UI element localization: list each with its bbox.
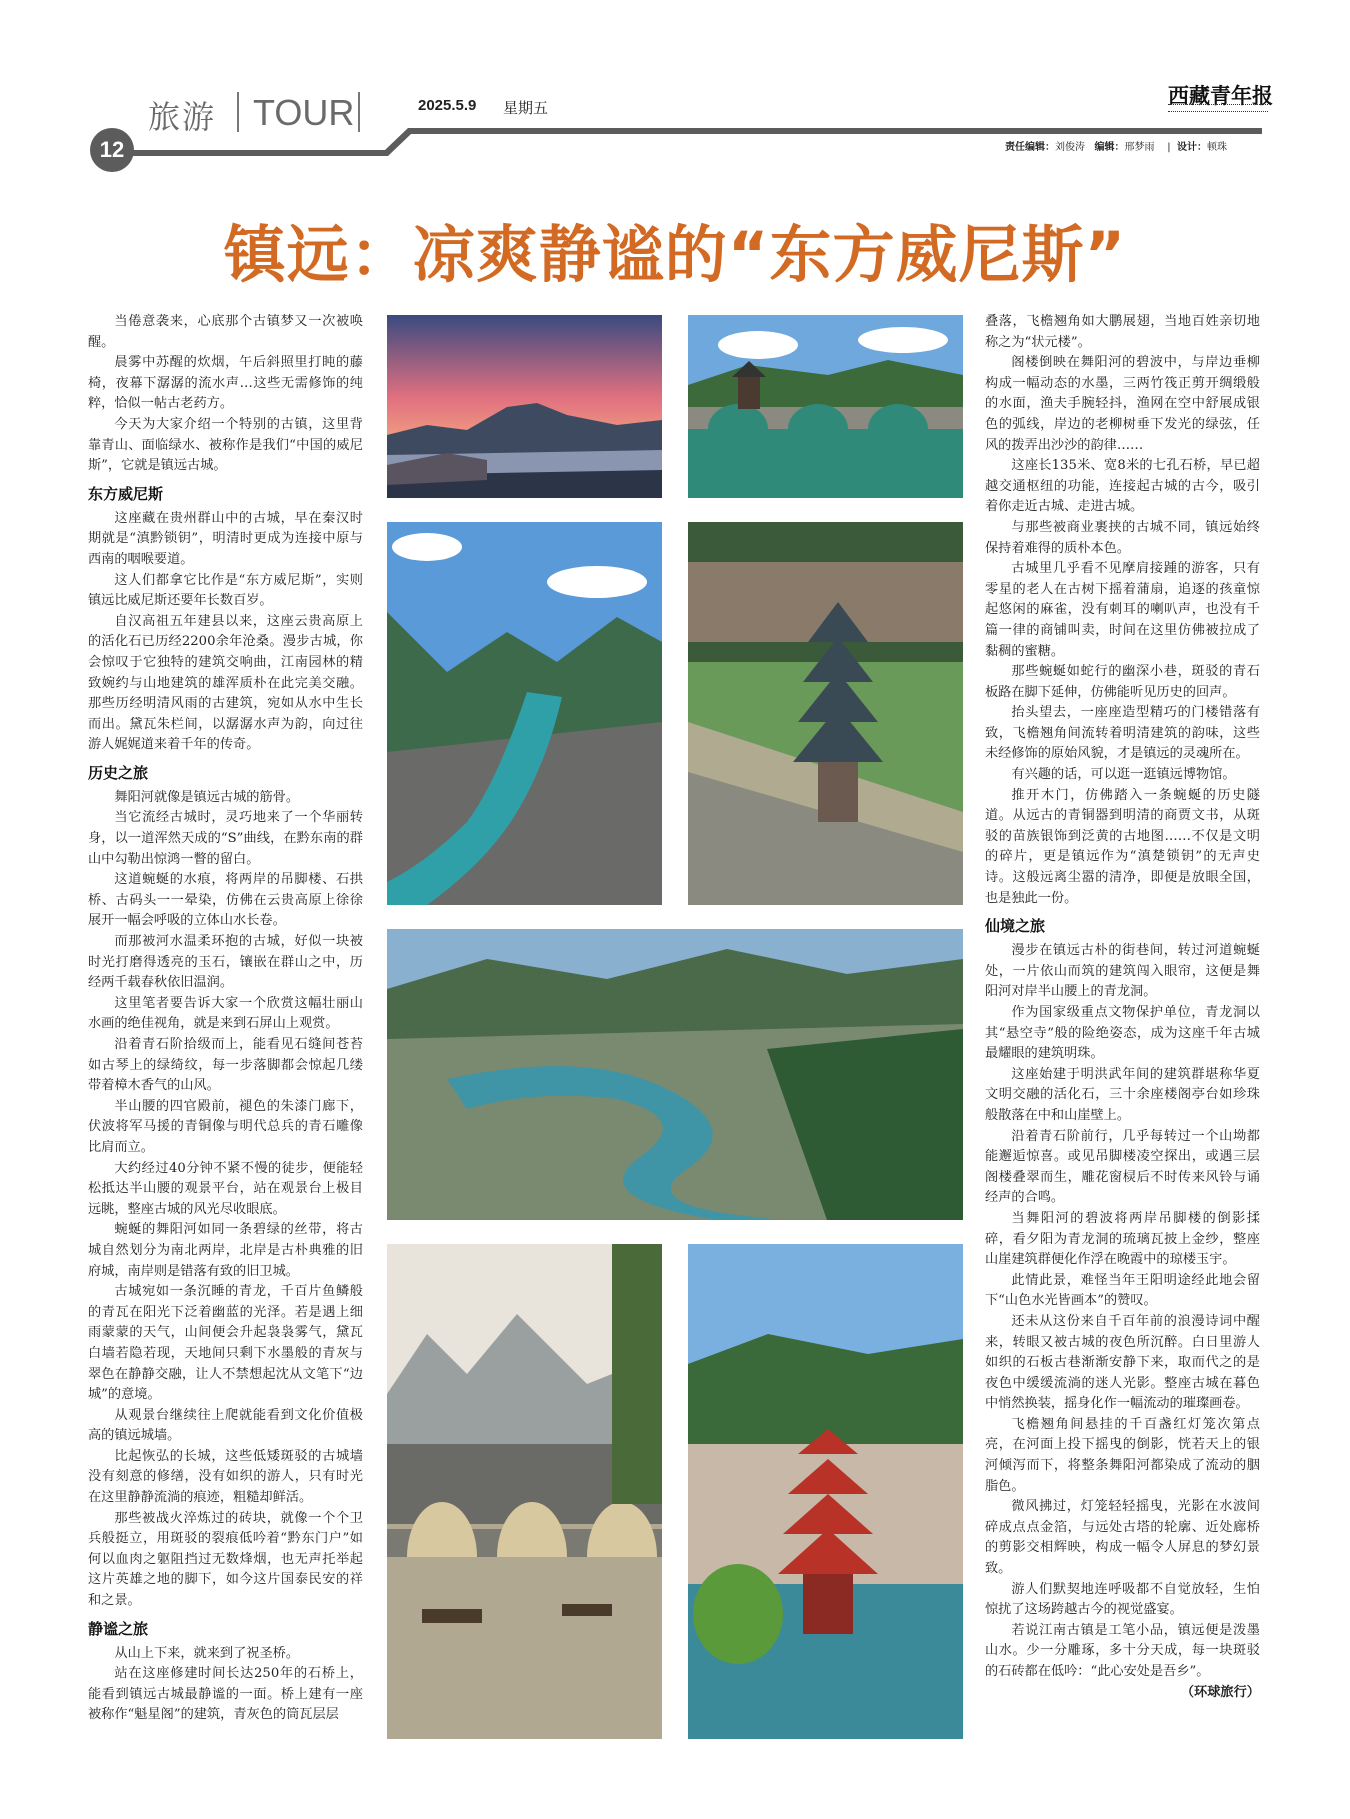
photo-bridge-tower — [688, 522, 963, 905]
paragraph: 微风拂过，灯笼轻轻摇曳，光影在水波间碎成点点金箔，与远处古塔的轮廓、近处廊桥的剪影交相辉映，构成一幅令人屏息的梦幻景致。 — [985, 1499, 1260, 1577]
newspaper-name: 西藏青年报 — [1168, 83, 1273, 108]
paragraph: 阁楼倒映在舞阳河的碧波中，与岸边垂柳构成一幅动态的水墨，三两竹筏正剪开绸缎般的水面，渔夫手腕轻抖，渔网在空中舒展成银色的弧线，岸边的老柳树垂下发光的绿弦，任风的拨弄出沙沙的韵律…… — [985, 355, 1260, 453]
issue-date: 2025.5.9 — [418, 97, 477, 114]
subheading: 仙境之旅 — [985, 917, 1046, 936]
paragraph: 沿着青石阶前行，几乎每转过一个山坳都能邂逅惊喜。或见吊脚楼凌空探出，或遇三层阁楼叠翠而生，雕花窗棂后不时传来风铃与诵经声的合鸣。 — [985, 1128, 1260, 1206]
credit-label: 设计： — [1177, 142, 1207, 153]
paragraph: 飞檐翘角间悬挂的千百盏红灯笼次第点亮，在河面上投下摇曳的倒影，恍若天上的银河倾泻而下，将整条舞阳河都染成了流动的胭脂色。 — [985, 1416, 1260, 1494]
paragraph: 与那些被商业裹挟的古城不同，镇远始终保持着难得的质朴本色。 — [985, 519, 1260, 556]
paragraph: 站在这座修建时间长达250年的石桥上，能看到镇远古城最静谧的一面。桥上建有一座被称作“魁星阁”的建筑，青灰色的筒瓦层层 — [88, 1666, 363, 1723]
paragraph: 这道蜿蜒的水痕，将两岸的吊脚楼、石拱桥、古码头一一晕染，仿佛在云贵高原上徐徐展开一幅会呼吸的立体山水长卷。 — [88, 872, 363, 929]
credit-value: 邢梦雨 — [1124, 142, 1155, 153]
section-title-en: TOUR — [253, 92, 355, 133]
paragraph: 还未从这份来自千百年前的浪漫诗词中醒来，转眼又被古城的夜色所沉醉。白日里游人如织的石板古巷渐渐安静下来，取而代之的是夜色中缓缓流淌的迷人光影。整座古城在暮色中悄然换装，摇身化作一幅流动的璀璨画卷。 — [985, 1313, 1260, 1412]
paragraph: 游人们默契地连呼吸都不自觉放轻，生怕惊扰了这场跨越古今的视觉盛宴。 — [985, 1581, 1260, 1618]
credit-label: 责任编辑： — [1005, 142, 1055, 153]
paragraph: 漫步在镇远古朴的街巷间，转过河道蜿蜒处，一片依山而筑的建筑闯入眼帘，这便是舞阳河对岸半山腰上的青龙洞。 — [985, 943, 1260, 1000]
photo-sunset-town — [387, 315, 662, 498]
photo-red-pagoda — [688, 1244, 963, 1739]
article-column-right — [985, 312, 1260, 1703]
section-title-cn: 旅游 — [148, 98, 217, 136]
credit-label: 编辑： — [1094, 142, 1125, 153]
paragraph: 那些被战火淬炼过的砖块，就像一个个卫兵般挺立，用斑驳的裂痕低吟着“黔东门户”如何以血肉之躯阻挡过无数烽烟，也无声托举起这片英雄之地的脚下，如今这片国泰民安的祥和之景。 — [88, 1510, 363, 1609]
subheading: 东方威尼斯 — [88, 484, 164, 503]
issue-weekday: 星期五 — [503, 99, 549, 117]
paragraph: 而那被河水温柔环抱的古城，好似一块被时光打磨得透亮的玉石，镶嵌在群山之中，历经两千载春秋依旧温润。 — [88, 934, 363, 991]
paragraph: 抬头望去，一座座造型精巧的门楼错落有致，飞檐翘角间流转着明清建筑的韵味，这些未经修饰的原始风貌，才是镇远的灵魂所在。 — [985, 705, 1260, 762]
paragraph: 这座长135米、宽8米的七孔石桥，早已超越交通枢纽的功能，连接起古城的古今，吸引着你走近古城、走进古城。 — [985, 458, 1260, 515]
credits-line: 责任编辑：刘俊涛 编辑：邢梦雨 | 设计：顿珠 — [1005, 142, 1227, 153]
paragraph: 推开木门，仿佛踏入一条蜿蜒的历史隧道。从远古的青铜器到明清的商贾文书，从斑驳的苗族银饰到泛黄的古地图……不仅是文明的碎片，更是镇远作为“滇楚锁钥”的无声史诗。这般远离尘嚣的清净，即便是放眼全国，也是独此一份。 — [985, 787, 1260, 906]
paragraph: 叠落，飞檐翘角如大鹏展翅，当地百姓亲切地称之为“状元楼”。 — [985, 314, 1260, 350]
credit-value: 刘俊涛 — [1055, 142, 1085, 153]
paragraph: 这座藏在贵州群山中的古城，早在秦汉时期就是“滇黔锁钥”，明清时更成为连接中原与西南的咽喉要道。 — [88, 510, 363, 567]
paragraph: 今天为大家介绍一个特别的古镇，这里背靠青山、面临绿水、被称作是我们“中国的威尼斯”，它就是镇远古城。 — [88, 416, 363, 474]
paragraph: 此情此景，难怪当年王阳明途经此地会留下“山色水光皆画本”的赞叹。 — [985, 1272, 1260, 1309]
paragraph: 这人们都拿它比作是“东方威尼斯”，实则镇远比威尼斯还要年长数百岁。 — [88, 572, 363, 609]
subheading: 静谧之旅 — [88, 1619, 149, 1638]
photo-town-panorama — [387, 929, 963, 1220]
paragraph: 舞阳河就像是镇远古城的筋骨。 — [114, 789, 300, 805]
paragraph: 半山腰的四官殿前，褪色的朱漆门廊下，伏波将军马援的青铜像与明代总兵的青石雕像比肩而立。 — [88, 1098, 363, 1155]
paragraph: 大约经过40分钟不紧不慢的徒步，便能轻松抵达半山腰的观景平台，站在观景台上极目远眺，整座古城的风光尽收眼底。 — [88, 1160, 363, 1217]
article-column-left — [88, 312, 363, 1726]
paragraph: 作为国家级重点文物保护单位，青龙洞以其“悬空寺”般的险绝姿态，成为这座千年古城最耀眼的建筑明珠。 — [985, 1005, 1260, 1062]
photo-river-gorge — [387, 522, 662, 905]
subheading: 历史之旅 — [88, 763, 149, 782]
article-source: （环球旅行） — [1180, 1684, 1260, 1700]
paragraph: 古城宛如一条沉睡的青龙，千百片鱼鳞般的青瓦在阳光下泛着幽蓝的光泽。若是遇上细雨蒙蒙的天气，山间便会升起袅袅雾气，黛瓦白墙若隐若现，天地间只剩下水墨般的青灰与翠色在静静交融，让人不禁想起沈从文笔下“边城”的意境。 — [88, 1284, 363, 1403]
photo-stone-bridge — [688, 315, 963, 498]
paragraph: 比起恢弘的长城，这些低矮斑驳的古城墙没有刻意的修缮，没有如织的游人，只有时光在这里静静流淌的痕迹，粗糙却鲜活。 — [88, 1448, 363, 1506]
paragraph: 自汉高祖五年建县以来，这座云贵高原上的活化石已历经2200余年沧桑。漫步古城，你会惊叹于它独特的建筑交响曲，江南园林的精致婉约与山地建筑的雄浑质朴在此完美交融。那些历经明清风雨的古建筑，宛如从水中生长而出。黛瓦朱栏间，以潺潺水声为韵，向过往游人娓娓道来着千年的传奇。 — [88, 613, 363, 753]
paragraph: 蜿蜒的舞阳河如同一条碧绿的丝带，将古城自然划分为南北两岸，北岸是古朴典雅的旧府城，南岸则是错落有致的旧卫城。 — [88, 1222, 363, 1279]
header-rule — [0, 0, 1350, 200]
paragraph: 这里笔者要告诉大家一个欣赏这幅壮丽山水画的绝佳视角，就是来到石屏山上观赏。 — [88, 995, 363, 1032]
page-number: 12 — [90, 128, 134, 172]
credit-value: 顿珠 — [1207, 142, 1227, 153]
headline: 镇远：凉爽静谧的“东方威尼斯” — [223, 218, 1127, 291]
paragraph: 从山上下来，就来到了祝圣桥。 — [114, 1645, 300, 1661]
paragraph: 当倦意袭来，心底那个古镇梦又一次被唤醒。 — [88, 314, 363, 350]
paragraph: 当它流经古城时，灵巧地来了一个华丽转身，以一道浑然天成的“S”曲线，在黔东南的群山中勾勒出惊鸿一瞥的留白。 — [88, 810, 363, 867]
paragraph: 古城里几乎看不见摩肩接踵的游客，只有零星的老人在古树下摇着蒲扇，追逐的孩童惊起悠闲的麻雀，没有刺耳的喇叭声，也没有千篇一律的商铺叫卖，时间在这里仿佛被拉成了黏稠的蜜糖。 — [985, 561, 1260, 659]
paragraph: 若说江南古镇是工笔小品，镇远便是泼墨山水。少一分雕琢，多十分天成，每一块斑驳的石砖都在低吟：“此心安处是吾乡”。 — [985, 1622, 1260, 1679]
photo-misty-bridge — [387, 1244, 662, 1739]
paragraph: 当舞阳河的碧波将两岸吊脚楼的倒影揉碎，看夕阳为青龙洞的琉璃瓦披上金纱，整座山崖建筑群便化作浮在晚霞中的琼楼玉宇。 — [985, 1210, 1260, 1268]
paragraph: 沿着青石阶拾级而上，能看见石缝间苍苔如古琴上的绿绮纹，每一步落脚都会惊起几缕带着樟木香气的山风。 — [88, 1037, 363, 1094]
paragraph: 从观景台继续往上爬就能看到文化价值极高的镇远城墙。 — [88, 1407, 363, 1444]
paragraph: 晨雾中苏醒的炊烟，午后斜照里打盹的藤椅，夜幕下潺潺的流水声…这些无需修饰的纯粹，恰似一帖古老药方。 — [88, 355, 363, 412]
paragraph: 有兴趣的话，可以逛一逛镇远博物馆。 — [1011, 767, 1236, 783]
paragraph: 那些蜿蜒如蛇行的幽深小巷，斑驳的青石板路在脚下延伸，仿佛能听见历史的回声。 — [985, 664, 1260, 700]
paragraph: 这座始建于明洪武年间的建筑群堪称华夏文明交融的活化石，三十余座楼阁亭台如珍珠般散落在中和山崖壁上。 — [985, 1066, 1260, 1123]
